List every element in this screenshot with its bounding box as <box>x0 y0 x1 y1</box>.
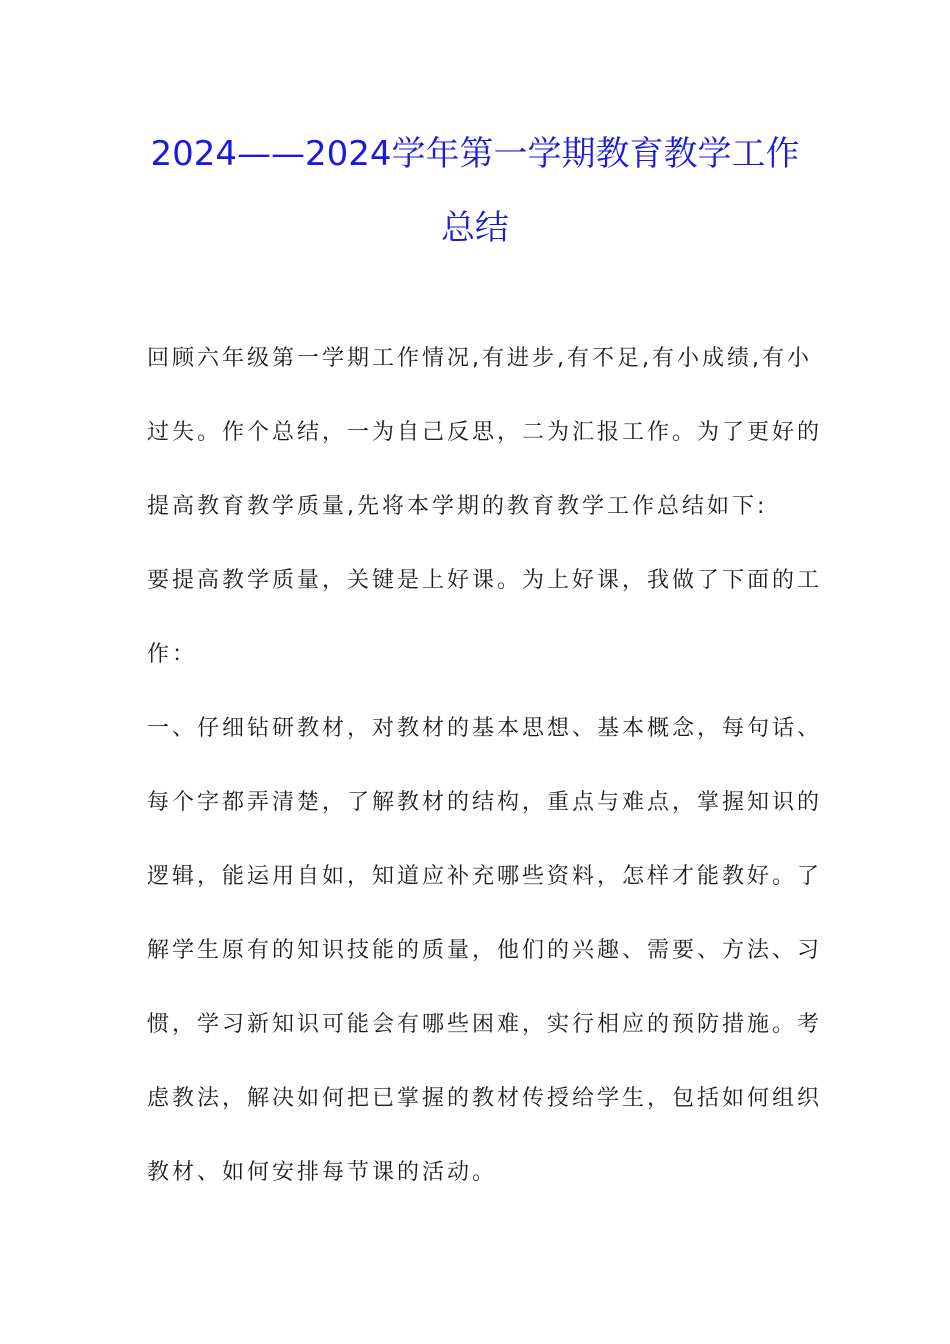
paragraph-3-line-5: 惯，学习新知识可能会有哪些困难，实行相应的预防措施。考 <box>147 1012 823 1037</box>
paragraph-3-line-2: 每个字都弄清楚，了解教材的结构，重点与难点，掌握知识的 <box>147 790 823 815</box>
paragraph-3-line-7: 教材、如何安排每节课的活动。 <box>147 1160 498 1185</box>
document-title-line-1: 2024——2024学年第一学期教育教学工作 <box>150 134 800 174</box>
paragraph-2-line-2: 作： <box>147 642 198 667</box>
paragraph-3-line-3: 逻辑，能运用自如，知道应补充哪些资料，怎样才能教好。了 <box>147 864 823 889</box>
paragraph-1-line-2: 过失。作个总结，一为自己反思，二为汇报工作。为了更好的 <box>147 420 823 445</box>
document-title-line-2: 总结 <box>441 208 509 248</box>
paragraph-3-line-1: 一、仔细钻研教材，对教材的基本思想、基本概念，每句话、 <box>147 716 823 741</box>
paragraph-1-line-3: 提高教育教学质量,先将本学期的教育教学工作总结如下: <box>147 494 768 519</box>
document-body <box>147 322 823 1210</box>
paragraph-1-line-1: 回顾六年级第一学期工作情况,有进步,有不足,有小成绩,有小 <box>147 346 812 371</box>
paragraph-3-line-4: 解学生原有的知识技能的质量，他们的兴趣、需要、方法、习 <box>147 938 823 963</box>
paragraph-3-line-6: 虑教法，解决如何把已掌握的教材传授给学生，包括如何组织 <box>147 1086 823 1111</box>
paragraph-2-line-1: 要提高教学质量，关键是上好课。为上好课，我做了下面的工 <box>147 568 823 593</box>
